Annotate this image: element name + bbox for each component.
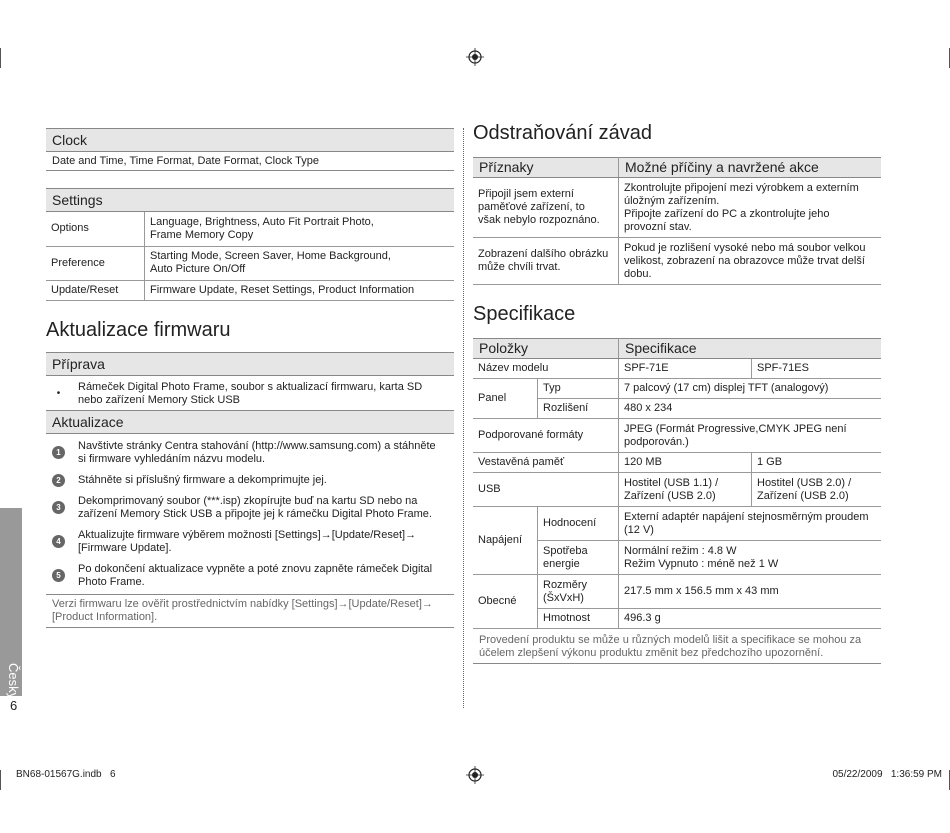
spec-sublabel: Spotřeba energie (538, 541, 619, 575)
troubleshoot-heading: Odstraňování závad (473, 122, 652, 144)
spec-sublabel: Hmotnost (538, 609, 619, 629)
settings-label: Update/Reset (46, 280, 145, 300)
column-header: Příznaky (473, 158, 619, 178)
table-row (473, 453, 881, 473)
language-tab (0, 508, 22, 700)
spec-sublabel: Rozměry (ŠxVxH) (538, 575, 619, 609)
settings-value: Language, Brightness, Auto Fit Portrait Photo, Frame Memory Copy (145, 212, 455, 246)
table-row (473, 507, 881, 541)
spec-label: USB (473, 473, 619, 507)
troubleshoot-table (473, 157, 881, 285)
prep-header: Příprava (46, 352, 454, 376)
spec-label: Vestavěná paměť (473, 453, 619, 473)
footer-date: 05/22/2009 1:36:59 PM (832, 769, 942, 780)
spec-sublabel: Typ (538, 379, 619, 399)
spec-sublabel: Hodnocení (538, 507, 619, 541)
settings-table (46, 212, 454, 301)
list-item: 4 Aktualizujte firmware výběrem možnosti [Settings]→[Update/Reset]→ [Firmware Update]. (46, 524, 454, 558)
step-number-icon: 3 (52, 501, 65, 514)
spec-value: Normální režim : 4.8 W Režim Vypnuto : méně než 1 W (619, 541, 882, 575)
crop-mark (0, 48, 1, 68)
column-header: Možné příčiny a navržené akce (619, 158, 882, 178)
footer-file: BN68-01567G.indb 6 (16, 769, 116, 780)
table-row (46, 280, 454, 300)
firmware-note: Verzi firmwaru lze ověřit prostřednictvím nabídky [Settings]→[Update/Reset]→ [Product Information]. (46, 595, 454, 628)
spec-value: 480 x 234 (619, 399, 882, 419)
language-tab-label: Česky (6, 663, 21, 700)
table-row (473, 473, 881, 507)
spec-value: JPEG (Formát Progressive,CMYK JPEG není podporován.) (619, 419, 882, 453)
spec-label: Panel (473, 379, 538, 419)
specs-note: Provedení produktu se může u různých modelů lišit a specifikace se mohou za účelem zlepšení výkonu produktu změnit bez předchozího upozornění. (473, 631, 881, 664)
spec-value: 217.5 mm x 156.5 mm x 43 mm (619, 575, 882, 609)
spec-value: 120 MB (619, 453, 752, 473)
spec-value: SPF-71ES (752, 359, 882, 379)
settings-value: Firmware Update, Reset Settings, Product Information (145, 280, 455, 300)
specs-table (473, 338, 881, 629)
firmware-heading: Aktualizace firmwaru (46, 318, 231, 341)
column-divider (463, 128, 464, 708)
table-header-row (473, 158, 881, 178)
update-header: Aktualizace (46, 410, 454, 434)
spec-value: 496.3 g (619, 609, 882, 629)
spec-value: SPF-71E (619, 359, 752, 379)
column-header: Specifikace (619, 339, 882, 359)
list-item: • Rámeček Digital Photo Frame, soubor s aktualizací firmwaru, karta SD nebo zařízení Memory Stick USB (46, 376, 454, 410)
settings-label: Preference (46, 246, 145, 280)
table-row (46, 246, 454, 280)
settings-label: Options (46, 212, 145, 246)
list-item: 3 Dekomprimovaný soubor (***.isp) zkopírujte buď na kartu SD nebo na zařízení Memory Stick USB a připojte jej k rámečku Digital Photo Frame. (46, 490, 454, 524)
table-row (473, 379, 881, 399)
spec-label: Obecné (473, 575, 538, 629)
registration-mark-icon (466, 766, 484, 784)
right-column (473, 122, 881, 664)
step-number-icon: 4 (52, 535, 65, 548)
table-row (46, 212, 454, 246)
registration-mark-icon (466, 48, 484, 66)
symptom-cell: Připojil jsem externí paměťové zařízení, to však nebylo rozpoznáno. (473, 178, 619, 238)
step-number-icon: 5 (52, 569, 65, 582)
action-cell: Pokud je rozlišení vysoké nebo má soubor velkou velikost, zobrazení na obrazovce může trvat delší dobu. (619, 238, 882, 285)
bullet-icon: • (56, 388, 61, 399)
table-header-row (473, 339, 881, 359)
table-row (473, 238, 881, 285)
spec-value: Hostitel (USB 1.1) / Zařízení (USB 2.0) (619, 473, 752, 507)
column-header: Položky (473, 339, 619, 359)
action-cell: Zkontrolujte připojení mezi výrobkem a externím úložným zařízením. Připojte zařízení do PC a zkontrolujte jeho provozní stav. (619, 178, 882, 238)
step-number-icon: 1 (52, 446, 65, 459)
spec-label: Název modelu (473, 359, 619, 379)
step-number-icon: 2 (52, 474, 65, 487)
spec-value: 1 GB (752, 453, 882, 473)
table-row (473, 178, 881, 238)
spec-label: Podporované formáty (473, 419, 619, 453)
spec-sublabel: Rozlišení (538, 399, 619, 419)
clock-header: Clock (46, 128, 454, 152)
spec-value: 7 palcový (17 cm) displej TFT (analogový) (619, 379, 882, 399)
clock-text: Date and Time, Time Format, Date Format, Clock Type (46, 152, 454, 171)
settings-header: Settings (46, 188, 454, 212)
spec-value: Externí adaptér napájení stejnosměrným proudem (12 V) (619, 507, 882, 541)
spec-label: Napájení (473, 507, 538, 575)
list-item: 5 Po dokončení aktualizace vypněte a poté znovu zapněte rámeček Digital Photo Frame. (46, 558, 454, 595)
symptom-cell: Zobrazení dalšího obrázku může chvíli trvat. (473, 238, 619, 285)
table-row (473, 359, 881, 379)
settings-value: Starting Mode, Screen Saver, Home Background, Auto Picture On/Off (145, 246, 455, 280)
list-item: 2 Stáhněte si příslušný firmware a dekomprimujte jej. (46, 469, 454, 490)
specs-heading: Specifikace (473, 303, 576, 325)
list-item: 1 Navštivte stránky Centra stahování (http://www.samsung.com) a stáhněte si firmware vyhledáním názvu modelu. (46, 434, 454, 469)
crop-mark (0, 770, 1, 790)
page-number: 6 (10, 698, 18, 713)
table-row (473, 575, 881, 609)
spec-value: Hostitel (USB 2.0) / Zařízení (USB 2.0) (752, 473, 882, 507)
left-column (46, 128, 454, 628)
table-row (473, 419, 881, 453)
